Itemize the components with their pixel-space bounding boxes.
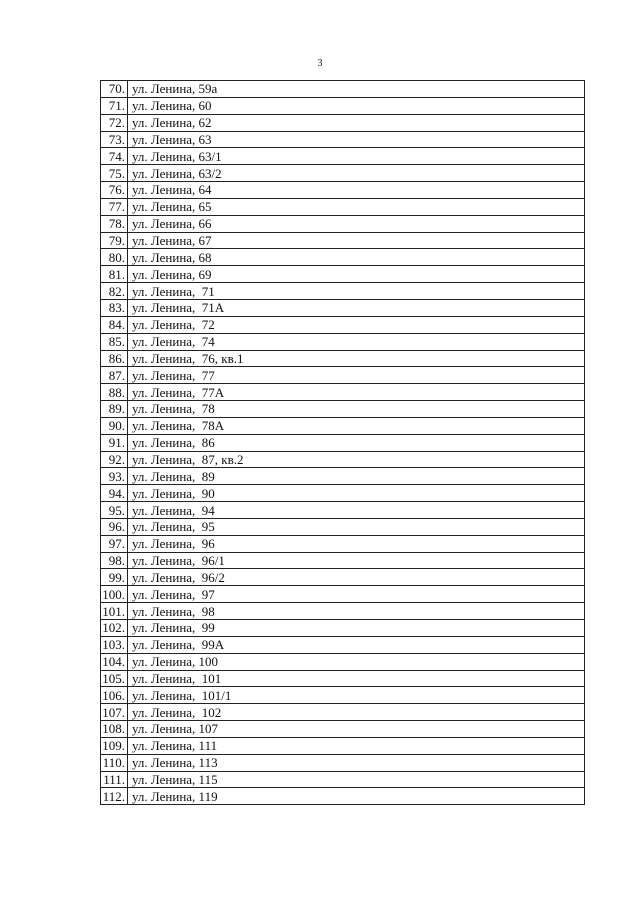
row-number-cell: 89. xyxy=(101,401,128,418)
table-row xyxy=(101,131,585,148)
row-number-cell: 81. xyxy=(101,266,128,283)
table-row xyxy=(101,620,585,637)
address-cell: ул. Ленина, 66 xyxy=(128,215,585,232)
address-cell: ул. Ленина, 90 xyxy=(128,485,585,502)
row-number-cell: 109. xyxy=(101,737,128,754)
table-row xyxy=(101,687,585,704)
row-number-cell: 105. xyxy=(101,670,128,687)
table-row xyxy=(101,333,585,350)
table-row xyxy=(101,569,585,586)
row-number-cell: 77. xyxy=(101,198,128,215)
table-row xyxy=(101,721,585,738)
address-cell: ул. Ленина, 101/1 xyxy=(128,687,585,704)
address-cell: ул. Ленина, 99 xyxy=(128,620,585,637)
address-cell: ул. Ленина, 78 xyxy=(128,401,585,418)
table-row xyxy=(101,299,585,316)
table-row xyxy=(101,114,585,131)
table-row xyxy=(101,198,585,215)
table-row xyxy=(101,434,585,451)
table-row xyxy=(101,636,585,653)
row-number-cell: 108. xyxy=(101,721,128,738)
row-number-cell: 102. xyxy=(101,620,128,637)
row-number-cell: 72. xyxy=(101,114,128,131)
row-number-cell: 84. xyxy=(101,316,128,333)
address-cell: ул. Ленина, 78А xyxy=(128,417,585,434)
address-cell: ул. Ленина, 100 xyxy=(128,653,585,670)
table-row xyxy=(101,249,585,266)
row-number-cell: 78. xyxy=(101,215,128,232)
address-cell: ул. Ленина, 99А xyxy=(128,636,585,653)
address-cell: ул. Ленина, 68 xyxy=(128,249,585,266)
address-cell: ул. Ленина, 71А xyxy=(128,299,585,316)
address-cell: ул. Ленина, 107 xyxy=(128,721,585,738)
table-row xyxy=(101,771,585,788)
address-cell: ул. Ленина, 63/1 xyxy=(128,148,585,165)
table-row xyxy=(101,670,585,687)
table-row xyxy=(101,215,585,232)
table-row xyxy=(101,788,585,805)
address-cell: ул. Ленина, 115 xyxy=(128,771,585,788)
row-number-cell: 87. xyxy=(101,367,128,384)
row-number-cell: 76. xyxy=(101,182,128,199)
row-number-cell: 98. xyxy=(101,552,128,569)
address-cell: ул. Ленина, 71 xyxy=(128,283,585,300)
row-number-cell: 83. xyxy=(101,299,128,316)
address-cell: ул. Ленина, 69 xyxy=(128,266,585,283)
row-number-cell: 74. xyxy=(101,148,128,165)
row-number-cell: 104. xyxy=(101,653,128,670)
row-number-cell: 71. xyxy=(101,97,128,114)
address-cell: ул. Ленина, 59а xyxy=(128,81,585,98)
row-number-cell: 92. xyxy=(101,451,128,468)
table-row xyxy=(101,603,585,620)
table-row xyxy=(101,502,585,519)
table-row xyxy=(101,266,585,283)
address-cell: ул. Ленина, 96/2 xyxy=(128,569,585,586)
address-table xyxy=(100,80,585,805)
row-number-cell: 90. xyxy=(101,417,128,434)
table-row xyxy=(101,653,585,670)
address-cell: ул. Ленина, 97 xyxy=(128,586,585,603)
address-cell: ул. Ленина, 102 xyxy=(128,704,585,721)
address-cell: ул. Ленина, 77 xyxy=(128,367,585,384)
address-cell: ул. Ленина, 96 xyxy=(128,535,585,552)
address-cell: ул. Ленина, 72 xyxy=(128,316,585,333)
address-cell: ул. Ленина, 101 xyxy=(128,670,585,687)
address-table-body xyxy=(101,81,585,805)
table-row xyxy=(101,535,585,552)
address-cell: ул. Ленина, 86 xyxy=(128,434,585,451)
table-row xyxy=(101,148,585,165)
address-cell: ул. Ленина, 63/2 xyxy=(128,165,585,182)
address-cell: ул. Ленина, 62 xyxy=(128,114,585,131)
row-number-cell: 80. xyxy=(101,249,128,266)
row-number-cell: 85. xyxy=(101,333,128,350)
address-cell: ул. Ленина, 77А xyxy=(128,384,585,401)
row-number-cell: 96. xyxy=(101,518,128,535)
row-number-cell: 75. xyxy=(101,165,128,182)
address-cell: ул. Ленина, 111 xyxy=(128,737,585,754)
row-number-cell: 82. xyxy=(101,283,128,300)
row-number-cell: 100. xyxy=(101,586,128,603)
address-cell: ул. Ленина, 76, кв.1 xyxy=(128,350,585,367)
address-cell: ул. Ленина, 87, кв.2 xyxy=(128,451,585,468)
row-number-cell: 107. xyxy=(101,704,128,721)
row-number-cell: 70. xyxy=(101,81,128,98)
address-cell: ул. Ленина, 63 xyxy=(128,131,585,148)
row-number-cell: 88. xyxy=(101,384,128,401)
row-number-cell: 97. xyxy=(101,535,128,552)
row-number-cell: 103. xyxy=(101,636,128,653)
row-number-cell: 95. xyxy=(101,502,128,519)
table-row xyxy=(101,754,585,771)
table-row xyxy=(101,485,585,502)
table-row xyxy=(101,316,585,333)
row-number-cell: 111. xyxy=(101,771,128,788)
row-number-cell: 86. xyxy=(101,350,128,367)
table-row xyxy=(101,81,585,98)
address-cell: ул. Ленина, 65 xyxy=(128,198,585,215)
table-row xyxy=(101,417,585,434)
table-row xyxy=(101,518,585,535)
row-number-cell: 106. xyxy=(101,687,128,704)
row-number-cell: 110. xyxy=(101,754,128,771)
address-cell: ул. Ленина, 113 xyxy=(128,754,585,771)
table-row xyxy=(101,401,585,418)
row-number-cell: 99. xyxy=(101,569,128,586)
table-row xyxy=(101,737,585,754)
row-number-cell: 93. xyxy=(101,468,128,485)
address-cell: ул. Ленина, 96/1 xyxy=(128,552,585,569)
address-cell: ул. Ленина, 60 xyxy=(128,97,585,114)
row-number-cell: 73. xyxy=(101,131,128,148)
row-number-cell: 112. xyxy=(101,788,128,805)
table-row xyxy=(101,451,585,468)
table-row xyxy=(101,232,585,249)
table-row xyxy=(101,704,585,721)
table-row xyxy=(101,182,585,199)
table-row xyxy=(101,586,585,603)
table-row xyxy=(101,468,585,485)
row-number-cell: 101. xyxy=(101,603,128,620)
table-row xyxy=(101,97,585,114)
table-row xyxy=(101,552,585,569)
table-row xyxy=(101,384,585,401)
address-cell: ул. Ленина, 98 xyxy=(128,603,585,620)
address-cell: ул. Ленина, 67 xyxy=(128,232,585,249)
address-cell: ул. Ленина, 119 xyxy=(128,788,585,805)
address-cell: ул. Ленина, 64 xyxy=(128,182,585,199)
address-cell: ул. Ленина, 89 xyxy=(128,468,585,485)
address-cell: ул. Ленина, 74 xyxy=(128,333,585,350)
table-row xyxy=(101,367,585,384)
row-number-cell: 91. xyxy=(101,434,128,451)
table-row xyxy=(101,283,585,300)
address-cell: ул. Ленина, 95 xyxy=(128,518,585,535)
table-row xyxy=(101,350,585,367)
table-row xyxy=(101,165,585,182)
row-number-cell: 79. xyxy=(101,232,128,249)
row-number-cell: 94. xyxy=(101,485,128,502)
address-cell: ул. Ленина, 94 xyxy=(128,502,585,519)
page-number: 3 xyxy=(317,58,323,69)
